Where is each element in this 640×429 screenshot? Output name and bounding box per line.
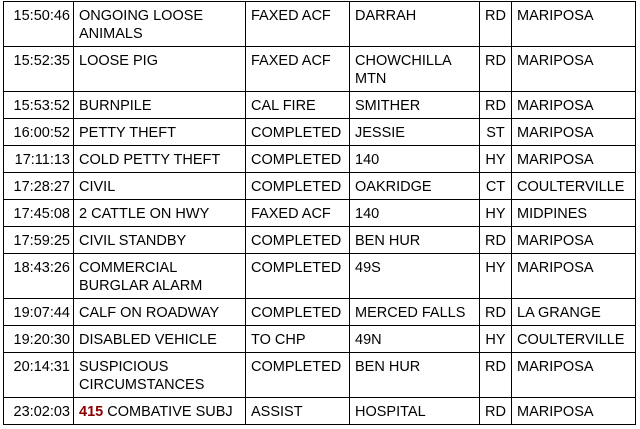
street-suffix-cell: CT [480,173,512,200]
incident-cell [74,398,246,425]
city-cell: MARIPOSA [512,119,636,146]
incident-text: CIVIL [79,179,116,195]
time-cell: 15:50:46 [4,2,74,47]
time-cell: 15:53:52 [4,92,74,119]
disposition-cell: COMPLETED [246,299,350,326]
street-cell: JESSIE [350,119,480,146]
city-cell: COULTERVILLE [512,326,636,353]
time-cell: 17:28:27 [4,173,74,200]
incident-code: 415 [79,404,104,420]
incident-cell [74,92,246,119]
street-cell: HOSPITAL [350,398,480,425]
street-cell: CHOWCHILLA MTN [350,47,480,92]
street-suffix-cell: RD [480,47,512,92]
time-cell: 16:00:52 [4,119,74,146]
incident-cell [74,299,246,326]
city-cell: MARIPOSA [512,47,636,92]
time-cell: 19:07:44 [4,299,74,326]
disposition-cell: CAL FIRE [246,92,350,119]
table-row [4,326,636,353]
street-cell: BEN HUR [350,353,480,398]
disposition-cell: TO CHP [246,326,350,353]
street-cell: 140 [350,146,480,173]
disposition-cell: COMPLETED [246,353,350,398]
street-suffix-cell: RD [480,92,512,119]
incident-cell [74,227,246,254]
city-cell: MIDPINES [512,200,636,227]
incident-cell [74,254,246,299]
city-cell: MARIPOSA [512,227,636,254]
incident-cell [74,173,246,200]
city-cell: MARIPOSA [512,2,636,47]
incident-text: 2 CATTLE ON HWY [79,206,210,222]
street-suffix-cell: HY [480,254,512,299]
street-suffix-cell: RD [480,2,512,47]
incident-text: SUSPICIOUS CIRCUMSTANCES [79,359,205,393]
street-suffix-cell: HY [480,200,512,227]
city-cell: MARIPOSA [512,146,636,173]
disposition-cell: COMPLETED [246,119,350,146]
incident-text: COMMERCIAL BURGLAR ALARM [79,260,203,294]
table-row [4,47,636,92]
incident-cell [74,2,246,47]
disposition-cell: COMPLETED [246,227,350,254]
table-row [4,92,636,119]
city-cell: MARIPOSA [512,254,636,299]
street-suffix-cell: RD [480,353,512,398]
table-row [4,146,636,173]
incident-text: COMBATIVE SUBJ [107,404,233,420]
street-suffix-cell: HY [480,146,512,173]
disposition-cell: FAXED ACF [246,47,350,92]
table-row [4,299,636,326]
incident-text: CALF ON ROADWAY [79,305,220,321]
disposition-cell: ASSIST [246,398,350,425]
street-suffix-cell: RD [480,227,512,254]
incident-cell [74,119,246,146]
table-row [4,353,636,398]
incident-cell [74,47,246,92]
incident-text: CIVIL STANDBY [79,233,187,249]
incident-cell [74,200,246,227]
time-cell: 18:43:26 [4,254,74,299]
incident-text: COLD PETTY THEFT [79,152,221,168]
incident-text: LOOSE PIG [79,53,158,69]
city-cell: MARIPOSA [512,92,636,119]
street-cell: DARRAH [350,2,480,47]
incident-cell [74,353,246,398]
table-row [4,398,636,425]
street-cell: 140 [350,200,480,227]
street-suffix-cell: RD [480,398,512,425]
incident-cell [74,146,246,173]
disposition-cell: COMPLETED [246,146,350,173]
time-cell: 17:59:25 [4,227,74,254]
city-cell: MARIPOSA [512,353,636,398]
street-suffix-cell: ST [480,119,512,146]
city-cell: MARIPOSA [512,398,636,425]
table-row [4,119,636,146]
street-cell: 49S [350,254,480,299]
incident-text: BURNPILE [79,98,152,114]
street-cell: SMITHER [350,92,480,119]
disposition-cell: COMPLETED [246,173,350,200]
street-cell: OAKRIDGE [350,173,480,200]
table-row [4,227,636,254]
disposition-cell: FAXED ACF [246,2,350,47]
street-cell: MERCED FALLS [350,299,480,326]
table-row [4,200,636,227]
street-suffix-cell: HY [480,326,512,353]
disposition-cell: FAXED ACF [246,200,350,227]
incident-text: PETTY THEFT [79,125,176,141]
time-cell: 19:20:30 [4,326,74,353]
table-row [4,2,636,47]
time-cell: 23:02:03 [4,398,74,425]
city-cell: COULTERVILLE [512,173,636,200]
time-cell: 15:52:35 [4,47,74,92]
disposition-cell: COMPLETED [246,254,350,299]
incident-cell [74,326,246,353]
incident-text: ONGOING LOOSE ANIMALS [79,8,204,42]
table-row [4,254,636,299]
incident-text: DISABLED VEHICLE [79,332,217,348]
street-suffix-cell: RD [480,299,512,326]
city-cell: LA GRANGE [512,299,636,326]
call-log-table [3,1,636,425]
street-cell: 49N [350,326,480,353]
time-cell: 20:14:31 [4,353,74,398]
street-cell: BEN HUR [350,227,480,254]
time-cell: 17:11:13 [4,146,74,173]
time-cell: 17:45:08 [4,200,74,227]
table-row [4,173,636,200]
